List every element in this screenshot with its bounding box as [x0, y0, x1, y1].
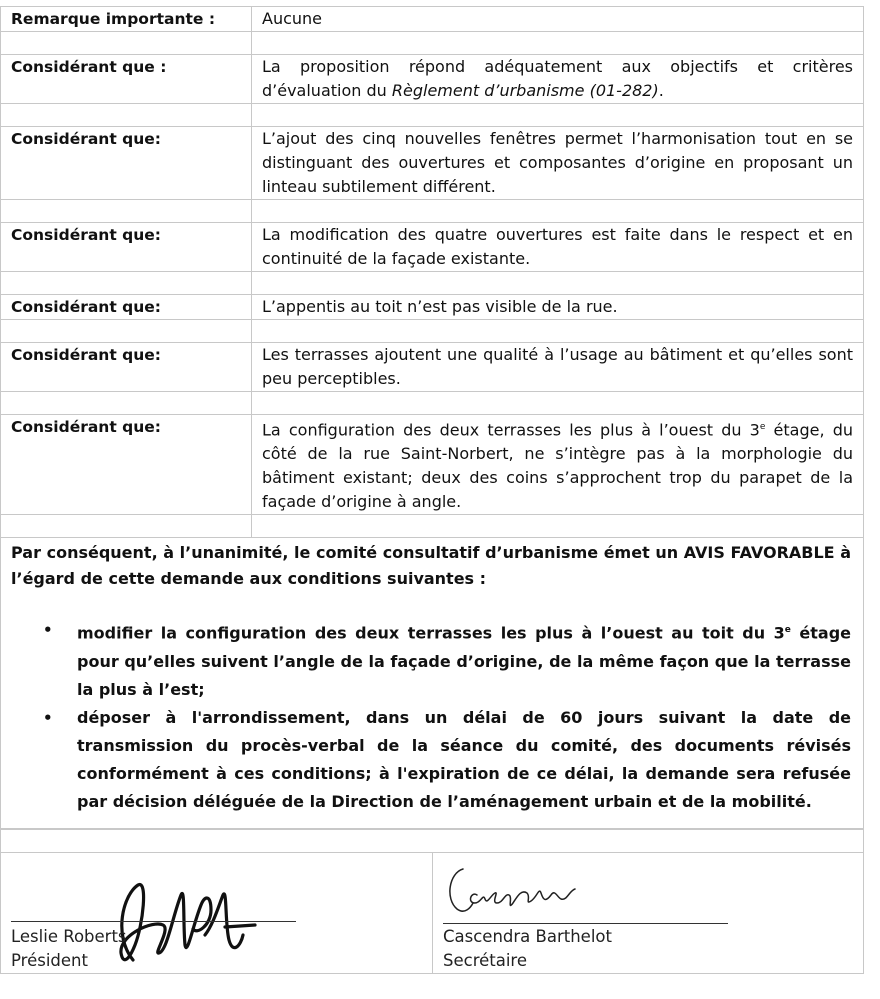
conclusion-section — [0, 538, 864, 828]
document — [0, 6, 864, 974]
table-row — [1, 127, 864, 200]
table-row — [1, 55, 864, 104]
bullet-icon: • — [43, 621, 53, 640]
table-row — [1, 223, 864, 272]
signature-line — [443, 923, 728, 924]
row-label: Considérant que: — [1, 415, 252, 515]
spacer-row — [1, 104, 864, 127]
conclusion-intro: Par conséquent, à l’unanimité, le comité consultatif d’urbanisme émet un AVIS FAVORABLE à l’égard de cette demande aux conditions suivantes : — [11, 543, 851, 589]
row-label: Remarque importante : — [1, 7, 252, 32]
row-label: Considérant que: — [1, 295, 252, 320]
signatory-name: Cascendra Barthelot — [443, 926, 612, 946]
bullet-icon: • — [43, 708, 53, 727]
row-text: La proposition répond adéquatement aux objectifs et critères d’évaluation du Règlement d’urbanisme (01-282). — [252, 55, 864, 104]
row-text: Aucune — [252, 7, 864, 32]
spacer-row — [1, 515, 864, 538]
spacer-row — [1, 200, 864, 223]
row-text: Les terrasses ajoutent une qualité à l’usage au bâtiment et qu’elles sont peu perceptibles. — [252, 343, 864, 392]
spacer-row — [1, 272, 864, 295]
signatory-role: Président — [11, 950, 88, 970]
regulation-reference: Règlement d’urbanisme (01-282) — [391, 81, 659, 100]
row-label: Considérant que: — [1, 343, 252, 392]
signature-block-secretary — [433, 853, 853, 973]
table-row — [1, 7, 864, 32]
row-text: La modification des quatre ouvertures est faite dans le respect et en continuité de la façade existante. — [252, 223, 864, 272]
table-row — [1, 415, 864, 515]
table-row — [1, 343, 864, 392]
row-label: Considérant que: — [1, 127, 252, 200]
list-item: • déposer à l'arrondissement, dans un délai de 60 jours suivant la date de transmission du procès-verbal de la séance du comité, des documents révisés conformément à ces conditions; à l'expiration de ce délai, la demande sera refusée par décision déléguée de la Direction de l’aménagement urbain et de la mobilité. — [1, 704, 863, 816]
row-text: La configuration des deux terrasses les plus à l’ouest du 3e étage, du côté de la rue Saint-Norbert, ne s’intègre pas à la morphologie du bâtiment existant; deux des coins s’approchent trop du parapet de la façade d’origine à angle. — [252, 415, 864, 515]
spacer-row — [1, 32, 864, 55]
row-label: Considérant que: — [1, 223, 252, 272]
separator-row — [0, 829, 864, 852]
signatory-name: Leslie Roberts — [11, 926, 127, 946]
signature-line — [11, 921, 296, 922]
signature-block-president — [1, 853, 421, 973]
row-text: L’appentis au toit n’est pas visible de la rue. — [252, 295, 864, 320]
row-text: L’ajout des cinq nouvelles fenêtres permet l’harmonisation tout en se distinguant des ouvertures et composantes d’origine en proposant un linteau subtilement différent. — [252, 127, 864, 200]
considerations-table — [0, 6, 864, 538]
signatory-role: Secrétaire — [443, 950, 528, 970]
list-item: • modifier la configuration des deux terrasses les plus à l’ouest au toit du 3e étage pour qu’elles suivent l’angle de la façade d’origine, de la même façon que la terrasse la plus à l’est; — [1, 616, 863, 703]
conditions-list — [1, 616, 863, 815]
table-row — [1, 295, 864, 320]
handwritten-signature-icon — [441, 859, 591, 919]
row-label: Considérant que : — [1, 55, 252, 104]
spacer-row — [1, 392, 864, 415]
spacer-row — [1, 320, 864, 343]
signature-section — [0, 852, 864, 974]
